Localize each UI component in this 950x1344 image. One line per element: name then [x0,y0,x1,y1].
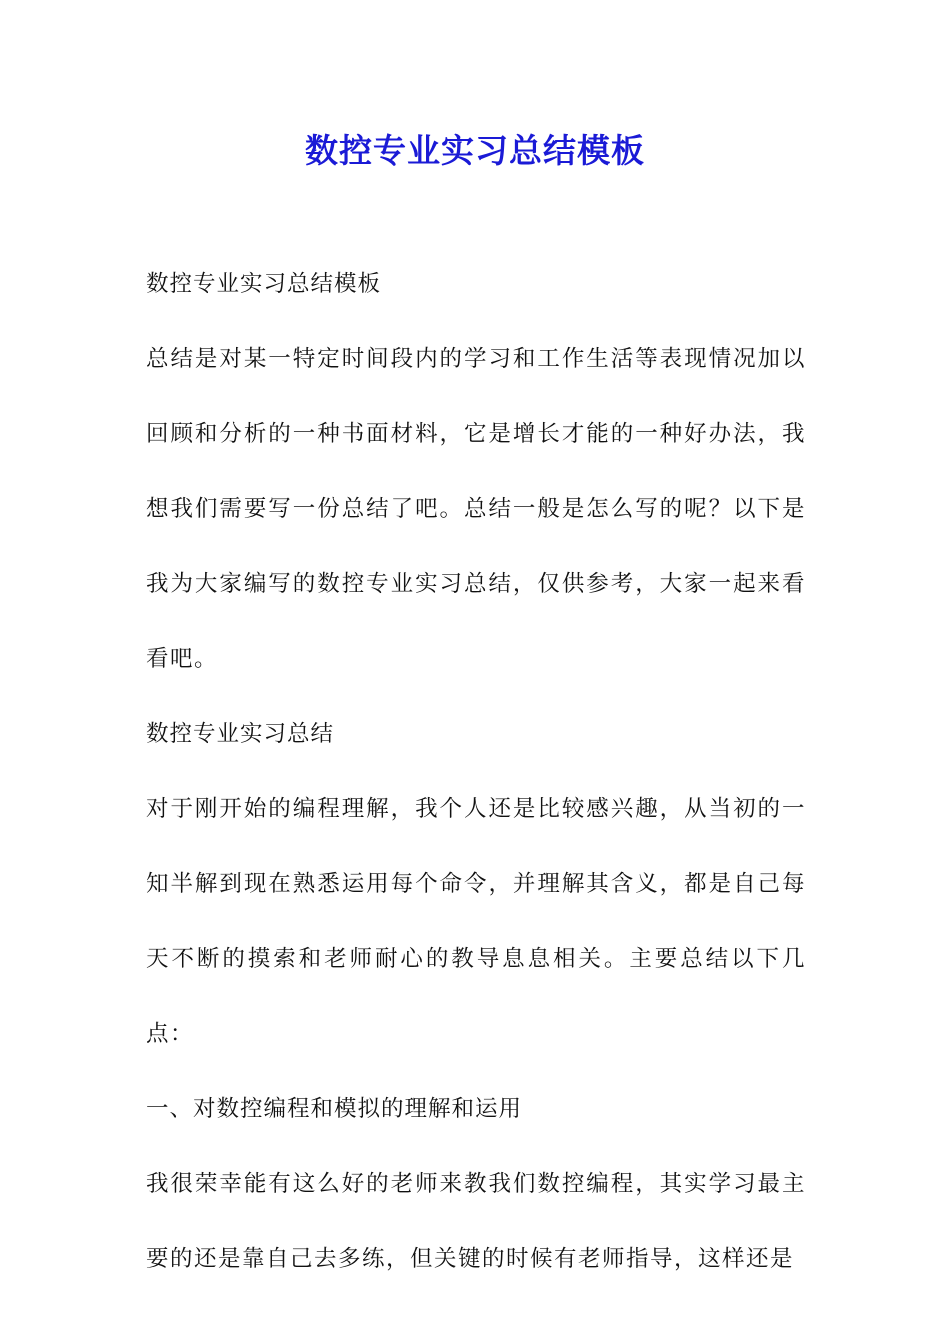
section-heading: 数控专业实习总结 [146,721,335,747]
document-body [146,262,806,1312]
body-paragraph: 我很荣幸能有这么好的老师来教我们数控编程，其实学习最主要的还是靠自己去多练，但关键的时候有老师指导，这样还是 [146,1171,806,1272]
section-heading: 一、对数控编程和模拟的理解和运用 [146,1096,523,1122]
body-paragraph: 对于刚开始的编程理解，我个人还是比较感兴趣，从当初的一知半解到现在熟悉运用每个命令，并理解其含义，都是自己每天不断的摸索和老师耐心的教导息息相关。主要总结以下几点： [146,796,806,1047]
section-heading: 数控专业实习总结模板 [146,271,382,297]
body-paragraph: 总结是对某一特定时间段内的学习和工作生活等表现情况加以回顾和分析的一种书面材料，它是增长才能的一种好办法，我想我们需要写一份总结了吧。总结一般是怎么写的呢？以下是我为大家编写的数控专业实习总结，仅供参考，大家一起来看看吧。 [146,346,806,672]
document-title: 数控专业实习总结模板 [305,131,645,170]
